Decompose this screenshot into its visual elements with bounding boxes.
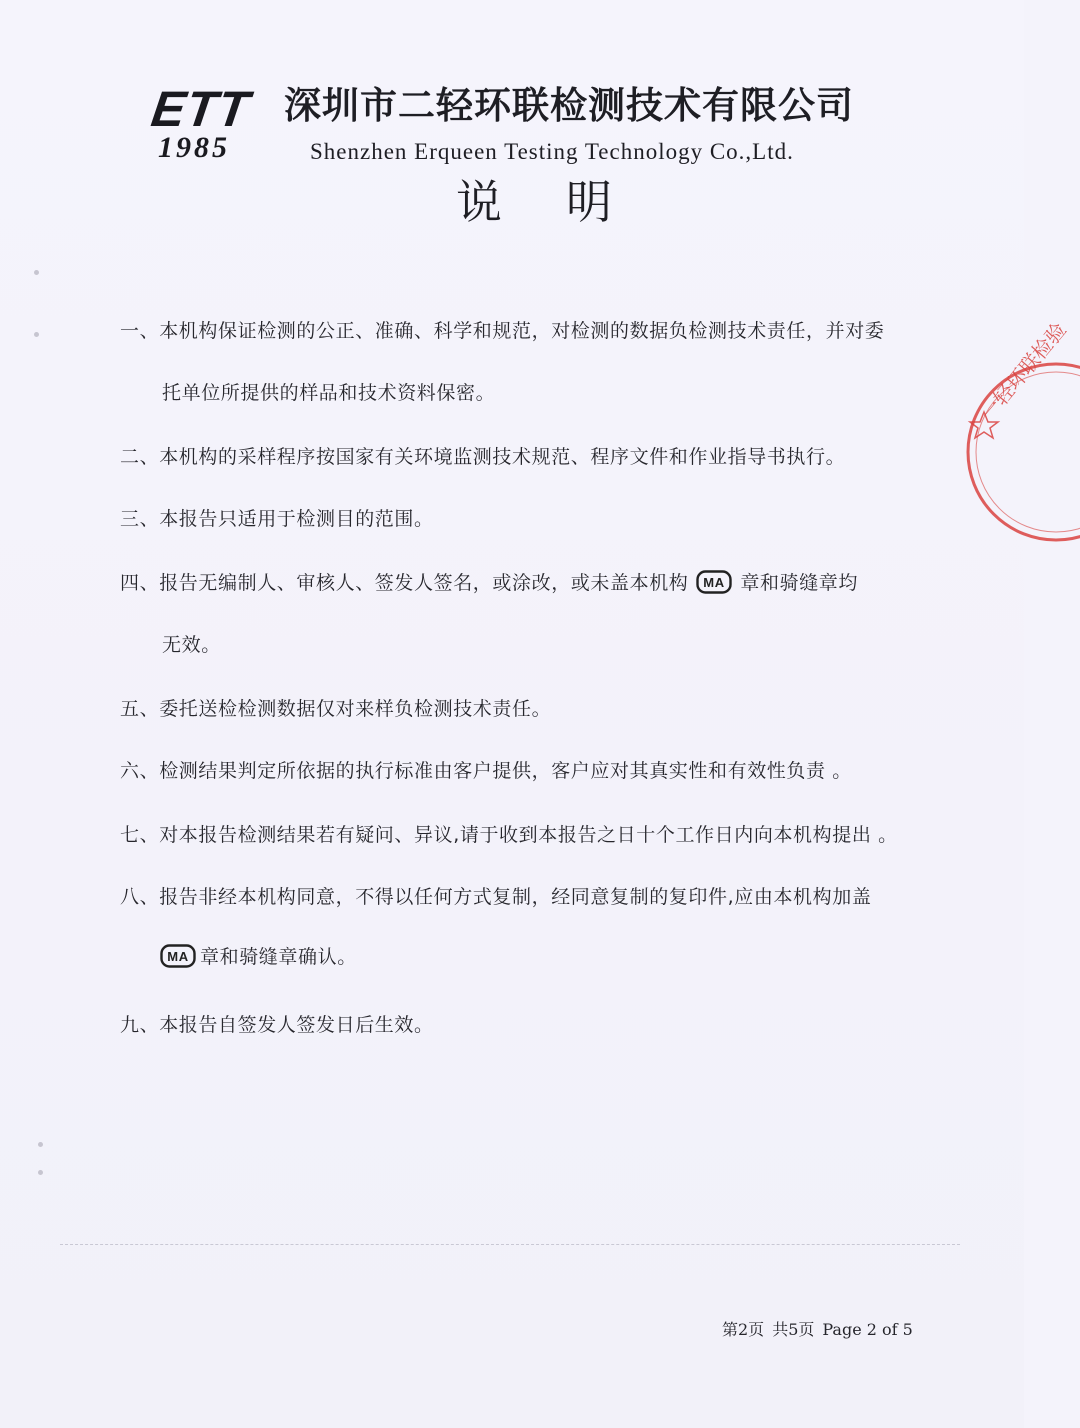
seal-text: 一轻环联检验 [975,317,1071,426]
ma-mark-text: MA [167,948,189,964]
clause-1-line-1: 一、本机构保证检测的公正、准确、科学和规范，对检测的数据负检测技术责任，并对委 [120,320,885,342]
clause-8-line-1: 八、报告非经本机构同意，不得以任何方式复制，经同意复制的复印件,应由本机构加盖 [120,886,872,908]
clause-4-text-a: 四、报告无编制人、审核人、签发人签名，或涂改，或未盖本机构 [120,572,689,594]
red-seal-stamp [960,317,1080,552]
clause-8-line-2 [162,940,357,974]
logo-ett-text: ETT [148,81,254,137]
page-title: 说明 [456,175,676,229]
clause-2-line-1: 二、本机构的采样程序按国家有关环境监测技术规范、程序文件和作业指导书执行。 [120,446,846,468]
clause-9-line-1: 九、本报告自签发人签发日后生效。 [120,1014,434,1036]
clause-6-line-1: 六、检测结果判定所依据的执行标准由客户提供，客户应对其真实性和有效性负责 。 [120,760,852,782]
page-footer [722,1318,921,1342]
company-name-english: Shenzhen Erqueen Testing Technology Co.,Ltd. [310,139,794,164]
page-number-cn: 第2页 [722,1320,765,1339]
ma-mark-icon [160,944,196,968]
ma-mark-text: MA [703,574,726,590]
divider [60,1244,960,1245]
page-number-en: Page 2 of 5 [822,1320,913,1339]
logo-year-text: 1985 [158,131,230,164]
total-pages-cn: 共5页 [772,1320,815,1339]
scan-mark [34,270,39,275]
clause-4-line-2: 无效。 [162,634,221,656]
clause-4-line-1 [120,566,858,600]
scan-mark [34,332,39,337]
clause-8-text-b: 章和骑缝章确认。 [200,946,357,968]
clause-5-line-1: 五、委托送检检测数据仅对来样负检测技术责任。 [120,698,552,720]
company-name-chinese: 深圳市二轻环联检测技术有限公司 [284,84,854,127]
scan-mark [38,1170,43,1175]
clause-1-line-2: 托单位所提供的样品和技术资料保密。 [162,382,496,404]
company-logo [148,81,272,164]
ma-mark-icon [696,570,732,594]
scan-mark [38,1142,43,1147]
clause-3-line-1: 三、本报告只适用于检测目的范围。 [120,508,434,530]
clause-4-text-b: 章和骑缝章均 [740,572,859,594]
clause-7-line-1: 七、对本报告检测结果若有疑问、异议,请于收到本报告之日十个工作日内向本机构提出 。 [120,824,898,846]
